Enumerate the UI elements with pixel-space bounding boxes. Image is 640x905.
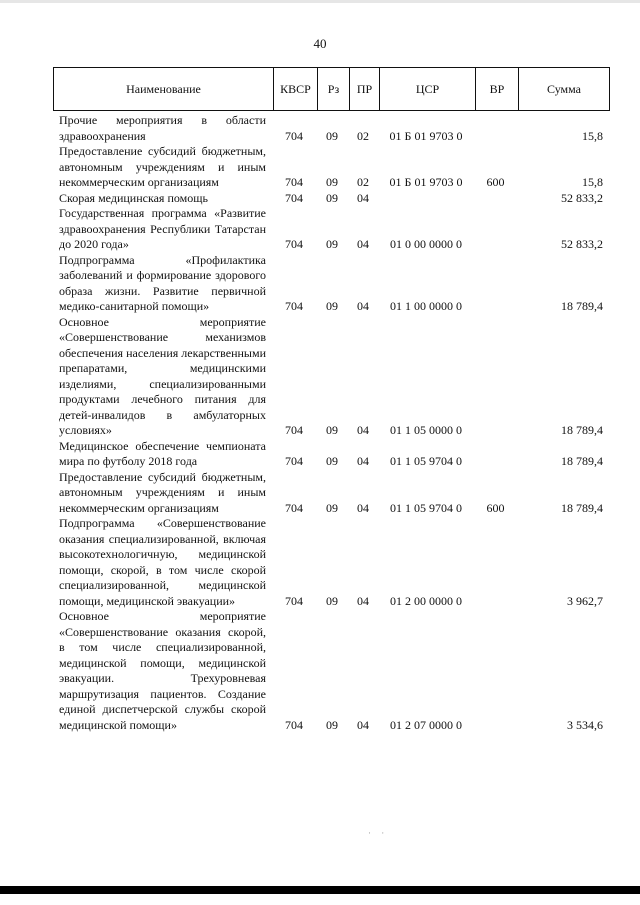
row-kvsr: 704 <box>285 299 303 313</box>
row-csr: 01 Б 01 9703 0 <box>389 175 463 189</box>
row-sum: 15,8 <box>582 128 603 143</box>
row-sum: 52 833,2 <box>561 237 603 251</box>
row-csr: 01 2 07 0000 0 <box>390 717 462 732</box>
row-name: Скорая медицинская помощь <box>59 190 208 205</box>
row-sum: 18 789,4 <box>561 299 603 313</box>
row-kvsr: 704 <box>285 593 303 608</box>
table-header <box>53 67 610 111</box>
row-kvsr: 704 <box>285 500 303 515</box>
scan-speckle: · · <box>368 828 389 838</box>
row-rz: 09 <box>326 717 338 732</box>
row-csr: 01 Б 01 9703 0 <box>389 128 463 143</box>
table-row <box>53 470 610 517</box>
row-pr: 04 <box>357 299 369 313</box>
row-pr: 04 <box>357 717 369 732</box>
row-rz: 09 <box>326 175 338 189</box>
header-pr: ПР <box>350 68 380 110</box>
row-rz: 09 <box>326 237 338 251</box>
table-row <box>53 113 610 144</box>
row-csr: 01 0 00 0000 0 <box>390 237 462 251</box>
row-pr: 04 <box>357 423 369 437</box>
table-row <box>53 253 610 315</box>
row-pr: 04 <box>357 500 369 515</box>
row-sum: 3 534,6 <box>567 717 603 732</box>
row-name: Основное мероприятие «Совершенствование механизмов обеспечения населения лекарственными препаратами, медицинскими изделиями, специализированными продуктами лечебного питания для детей-инвалидов в амбулаторных условиях» <box>59 314 266 437</box>
row-name: Предоставление субсидий бюджетным, автономным учреждениям и иным некоммерческим организациям <box>59 469 266 515</box>
row-pr: 04 <box>357 454 369 468</box>
row-rz: 09 <box>326 128 338 143</box>
row-name: Прочие мероприятия в области здравоохранения <box>59 113 266 143</box>
scan-edge <box>0 0 640 3</box>
row-vr: 600 <box>486 500 505 515</box>
row-csr: 01 1 05 0000 0 <box>390 423 462 437</box>
row-sum: 3 962,7 <box>567 593 603 608</box>
header-vr: ВР <box>476 68 519 110</box>
row-kvsr: 704 <box>285 175 303 189</box>
row-pr: 04 <box>357 237 369 251</box>
row-rz: 09 <box>326 500 338 515</box>
row-kvsr: 704 <box>285 454 303 468</box>
row-kvsr: 704 <box>285 717 303 732</box>
row-pr: 02 <box>357 128 369 143</box>
row-rz: 09 <box>326 593 338 608</box>
row-kvsr: 704 <box>285 190 303 205</box>
table-row <box>53 144 610 191</box>
header-kvsr: КВСР <box>274 68 318 110</box>
header-name: Наименование <box>54 68 274 110</box>
row-csr: 01 1 05 9704 0 <box>390 500 462 515</box>
row-name: Подпрограмма «Профилактика заболеваний и формирование здорового образа жизни. Развитие первичной медико-санитарной помощи» <box>59 252 266 313</box>
table-row <box>53 439 610 470</box>
row-sum: 18 789,4 <box>561 500 603 515</box>
row-pr: 04 <box>357 190 369 205</box>
row-name: Предоставление субсидий бюджетным, автономным учреждениям и иным некоммерческим организациям <box>59 144 266 189</box>
row-csr: 01 2 00 0000 0 <box>390 593 462 608</box>
row-kvsr: 704 <box>285 423 303 437</box>
table-row <box>53 609 610 733</box>
row-csr: 01 1 00 0000 0 <box>390 299 462 313</box>
table-row <box>53 206 610 253</box>
row-kvsr: 704 <box>285 128 303 143</box>
table-row <box>53 191 610 207</box>
row-name: Государственная программа «Развитие здравоохранения Республики Татарстан до 2020 года» <box>59 206 266 251</box>
row-name: Медицинское обеспечение чемпионата мира по футболу 2018 года <box>59 438 266 468</box>
page-number: 40 <box>313 36 327 51</box>
row-vr: 600 <box>486 175 505 189</box>
row-pr: 04 <box>357 593 369 608</box>
row-pr: 02 <box>357 175 369 189</box>
header-csr: ЦСР <box>380 68 476 110</box>
header-sum: Сумма <box>547 81 581 96</box>
row-kvsr: 704 <box>285 237 303 251</box>
scan-border-bottom <box>0 886 640 894</box>
table-body <box>53 113 610 733</box>
row-name: Основное мероприятие «Совершенствование оказания скорой, в том числе специализированной, медицинской помощи, медицинской эвакуации. Трехуровневая маршрутизация пациентов. Создание единой диспетчерской службы скорой медицинской помощи» <box>59 609 266 732</box>
row-name: Подпрограмма «Совершенствование оказания специализированной, включая высокотехнологичную, медицинской помощи, скорой, в том числе скорой специализированной, медицинской помощи, медицинской эвакуации» <box>59 516 266 608</box>
row-rz: 09 <box>326 190 338 205</box>
row-rz: 09 <box>326 299 338 313</box>
header-rz: Рз <box>318 68 350 110</box>
row-sum: 15,8 <box>582 175 603 189</box>
row-csr: 01 1 05 9704 0 <box>390 454 462 468</box>
row-rz: 09 <box>326 423 338 437</box>
row-sum: 18 789,4 <box>561 423 603 437</box>
row-rz: 09 <box>326 454 338 468</box>
table-row <box>53 516 610 609</box>
table-row <box>53 315 610 439</box>
row-sum: 18 789,4 <box>561 454 603 468</box>
row-sum: 52 833,2 <box>561 190 603 205</box>
